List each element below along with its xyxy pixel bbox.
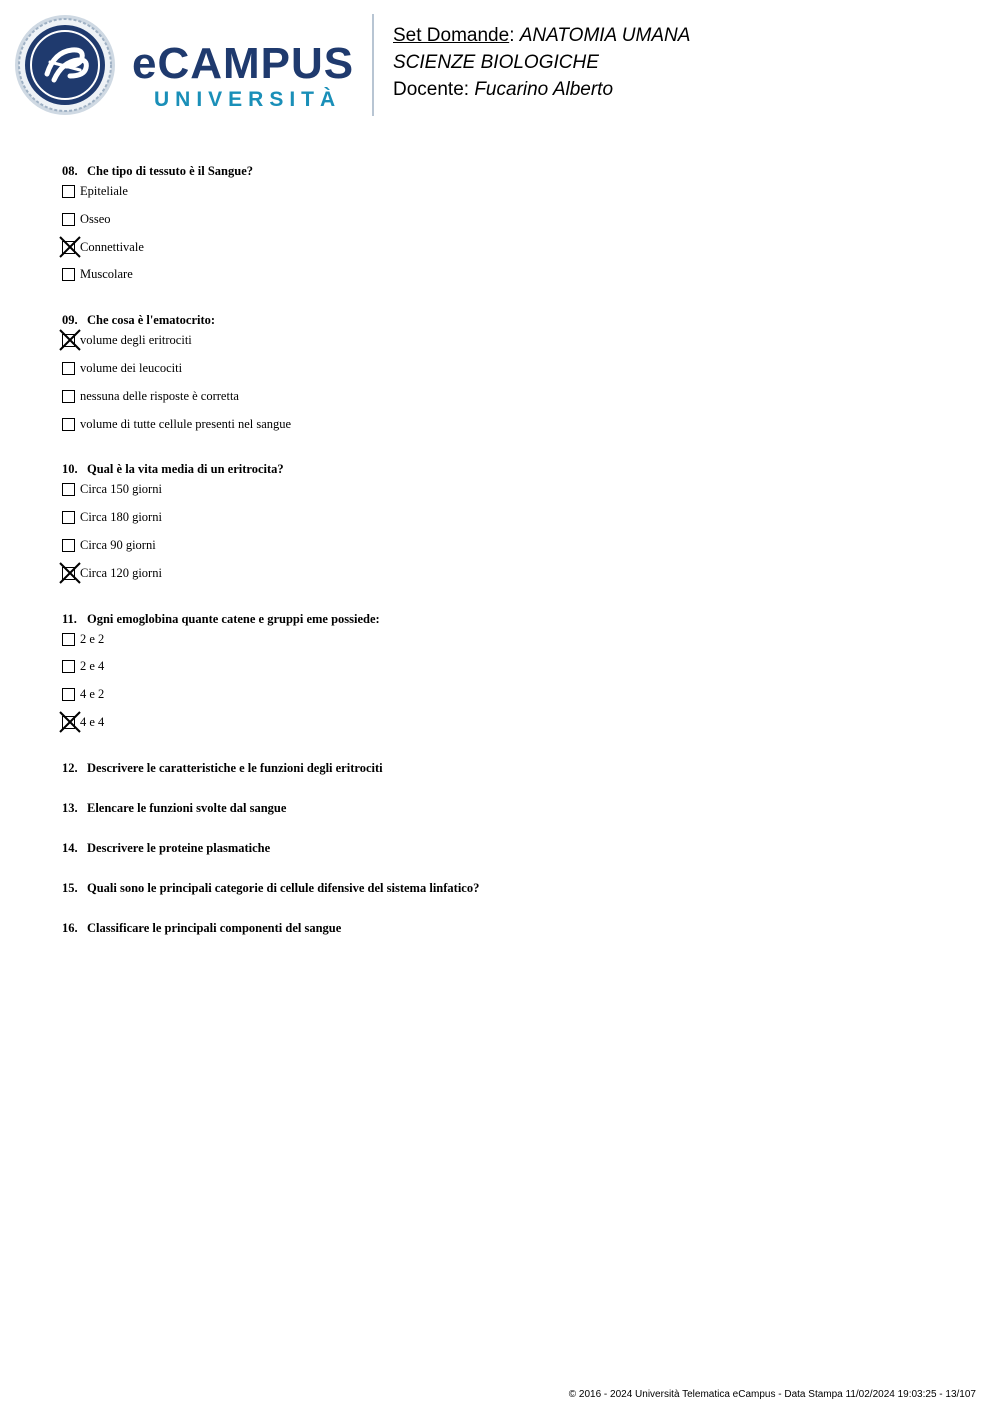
option-label: Circa 120 giorni [80,565,162,580]
question-number: 15. [62,880,78,895]
question-text: Elencare le funzioni svolte dal sangue [87,800,287,815]
question-number: 14. [62,840,78,855]
answer-option[interactable] [62,361,962,389]
answer-option[interactable] [62,333,962,361]
option-label: 4 e 2 [80,687,105,702]
open-question-14 [62,839,962,857]
answer-option[interactable] [62,510,962,538]
question-title [62,460,962,478]
question-title [62,610,962,628]
checkbox[interactable] [62,362,75,375]
header-divider [372,14,374,116]
answer-option[interactable] [62,632,962,660]
answer-option[interactable] [62,267,962,295]
answer-option[interactable] [62,566,962,594]
brand-wordmark [132,39,355,112]
course-name: ANATOMIA UMANA [519,25,691,46]
brand-subtitle: UNIVERSITÀ [154,88,342,111]
question-text: Che tipo di tessuto è il Sangue? [87,164,253,178]
check-x-icon [59,236,81,258]
question-text: Qual è la vita media di un eritrocita? [87,462,284,477]
question-number: 09. [62,313,78,328]
question-text: Descrivere le proteine plasmatiche [87,840,271,855]
brand-name: eCAMPUS [132,39,355,88]
option-label: volume degli eritrociti [80,333,192,348]
page-header [0,0,1000,130]
question-10 [62,460,962,593]
option-label: Epiteliale [80,184,128,198]
checkbox[interactable] [62,185,75,198]
checkbox[interactable] [62,660,75,673]
answer-option[interactable] [62,687,962,715]
question-08 [62,162,962,295]
option-label: 4 e 4 [80,714,105,729]
option-label: Circa 180 giorni [80,510,162,525]
course-info [393,22,690,103]
checkbox[interactable] [62,390,75,403]
question-number: 16. [62,920,78,935]
checkbox[interactable] [62,511,75,524]
check-x-icon [59,329,81,351]
answer-option[interactable] [62,417,962,445]
options-list [62,482,962,593]
open-question-13 [62,799,962,817]
option-label: Osseo [80,211,111,226]
teacher-name: Fucarino Alberto [474,79,614,100]
question-number: 13. [62,800,78,815]
option-label: volume di tutte cellule presenti nel sangue [80,416,292,431]
question-title [62,311,962,329]
degree-name: SCIENZE BIOLOGICHE [393,52,599,73]
answer-option[interactable] [62,389,962,417]
question-number: 12. [62,760,78,775]
checkbox[interactable] [62,539,75,552]
checkbox[interactable] [62,483,75,496]
checkbox[interactable] [62,268,75,281]
degree-line [393,49,690,76]
options-list [62,184,962,295]
option-label: 2 e 4 [80,659,105,674]
option-label: 2 e 2 [80,631,105,646]
answer-option[interactable] [62,659,962,687]
open-question-16 [62,919,962,937]
answer-option[interactable] [62,482,962,510]
question-number: 11. [62,611,77,626]
option-label: Circa 90 giorni [80,537,156,552]
question-text: Descrivere le caratteristiche e le funzioni degli eritrociti [87,760,383,775]
ecampus-logo [14,14,354,116]
university-seal-icon [14,14,116,116]
answer-option[interactable] [62,212,962,240]
set-separator: : [509,25,520,46]
teacher-line [393,76,690,103]
check-x-icon [59,711,81,733]
question-text: Quali sono le principali categorie di cellule difensive del sistema linfatico? [87,880,480,895]
question-title [62,162,962,180]
option-label: Muscolare [80,267,133,282]
question-text: Ogni emoglobina quante catene e gruppi eme possiede: [87,611,380,626]
answer-option[interactable] [62,184,962,212]
options-list [62,333,962,444]
option-label: nessuna delle risposte è corretta [80,388,239,403]
checkbox[interactable] [62,688,75,701]
set-label: Set Domande [393,25,510,46]
question-number: 10. [62,462,78,477]
question-text: Che cosa è l'ematocrito: [87,313,216,328]
check-x-icon [59,562,81,584]
checkbox[interactable] [62,633,75,646]
question-09 [62,311,962,444]
answer-option[interactable] [62,715,962,743]
question-text: Classificare le principali componenti del sangue [87,920,342,935]
option-label: Connettivale [80,239,144,254]
open-question-12 [62,759,962,777]
question-list [62,162,962,959]
question-number: 08. [62,164,78,178]
open-question-15 [62,879,962,897]
answer-option[interactable] [62,538,962,566]
question-11 [62,610,962,743]
option-label: Circa 150 giorni [80,482,162,497]
answer-option[interactable] [62,240,962,268]
options-list [62,632,962,743]
page-footer: © 2016 - 2024 Università Telematica eCampus - Data Stampa 11/02/2024 19:03:25 - 13/107 [568,1389,976,1400]
set-line [393,22,690,49]
checkbox[interactable] [62,418,75,431]
checkbox[interactable] [62,213,75,226]
teacher-label: Docente: [393,79,475,100]
option-label: volume dei leucociti [80,360,183,375]
